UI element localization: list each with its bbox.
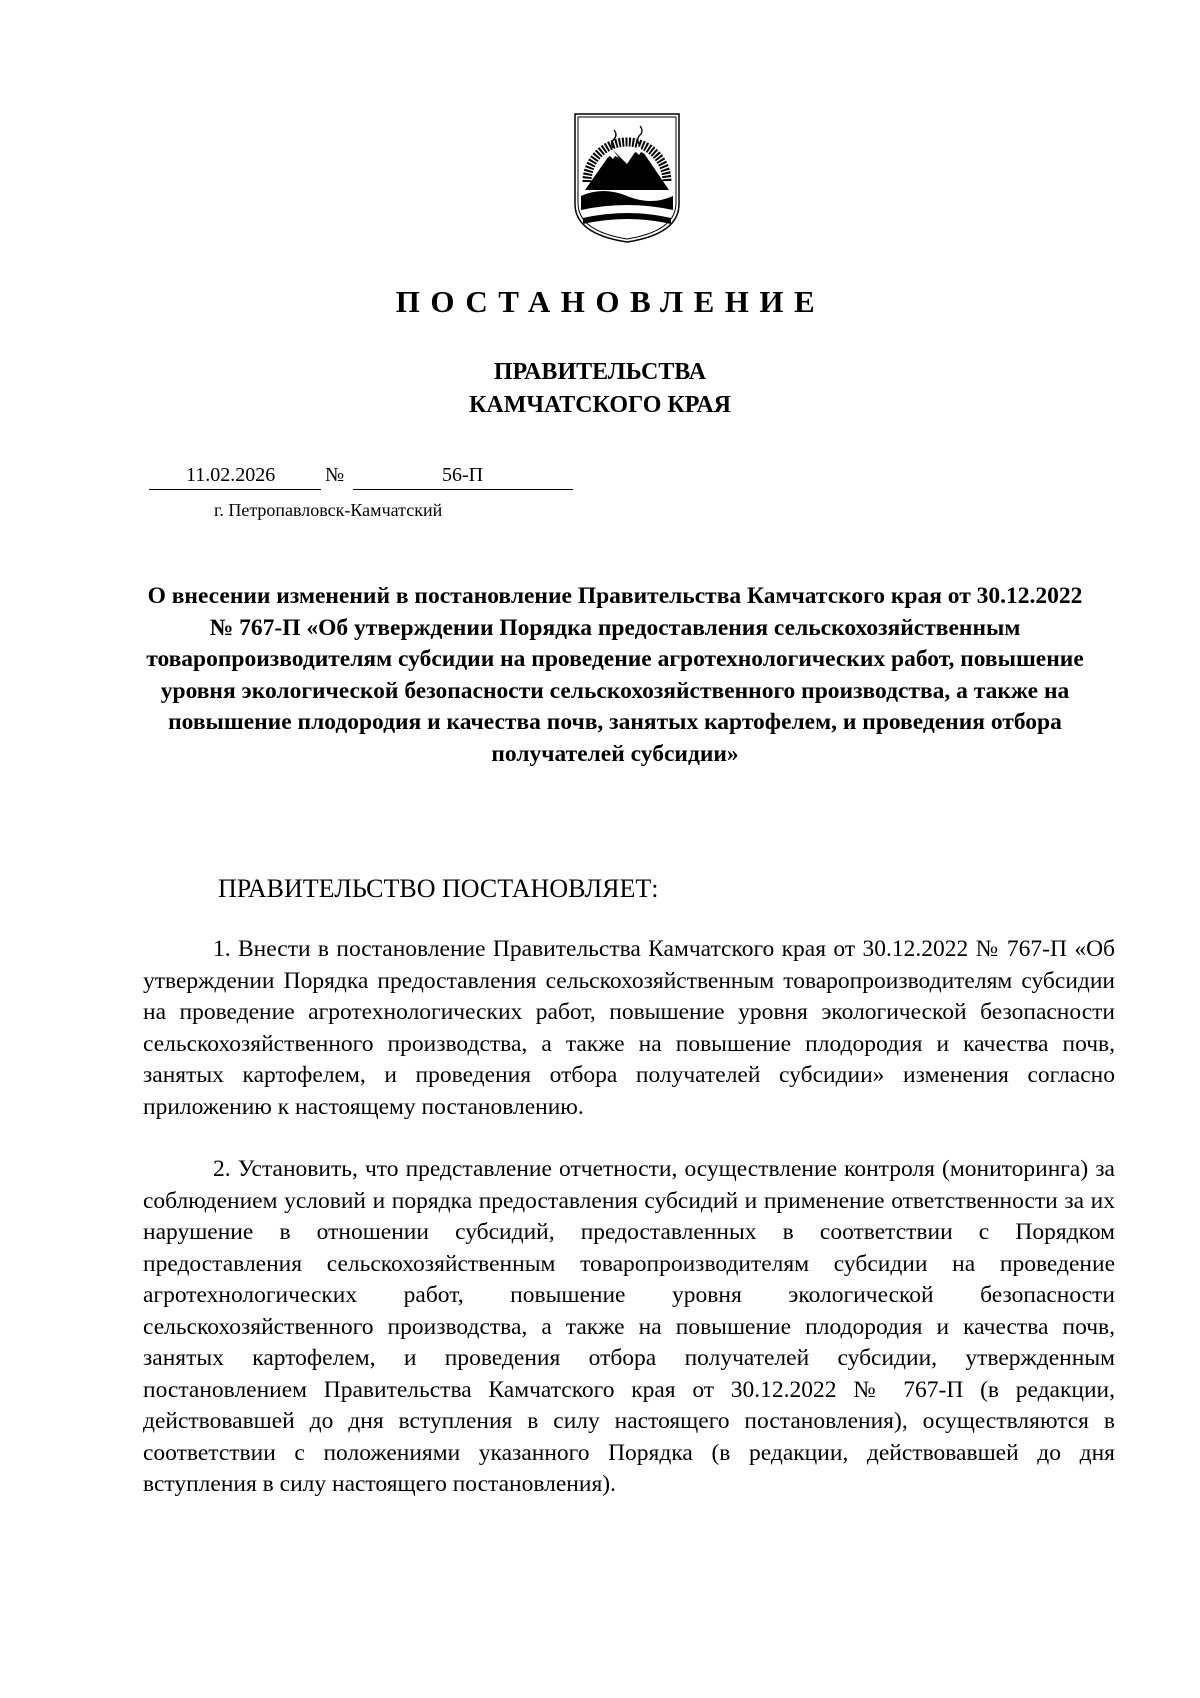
resolves-heading: ПРАВИТЕЛЬСТВО ПОСТАНОВЛЯЕТ:: [218, 874, 659, 903]
date-underline: [149, 489, 321, 490]
document-number: 56-П: [442, 464, 484, 486]
document-subject: О внесении изменений в постановление Правительства Камчатского края от 30.12.2022 № 767-П «Об утверждении Порядка предоставления сельскохозяйственным товаропроизводителям субсидии на проведение агротехнологических работ, повышение уровня экологической безопасности сельскохозяйственного производства, а также на повышение плодородия и качества почв, занятых картофелем, и проведения отбора получателей субсидии»: [146, 583, 1084, 767]
city-of-issue: г. Петропавловск-Камчатский: [214, 500, 443, 520]
paragraph-1: 1. Внести в постановление Правительства Камчатского края от 30.12.2022 № 767-П «Об утверждении Порядка предоставления сельскохозяйственным товаропроизводителям субсидии на проведение агротехнологических работ, повышение уровня экологической безопасности сельскохозяйственного производства, а также на повышение плодородия и качества почв, занятых картофелем, и проведения отбора получателей субсидии» изменения согласно приложению к настоящему постановлению.: [143, 936, 1115, 1120]
paragraph-2: 2. Установить, что представление отчетности, осуществление контроля (мониторинга) за соблюдением условий и порядка предоставления субсидий и применение ответственности за их нарушение в отношении субсидий, предоставленных в соответствии с Порядком предоставления сельскохозяйственным товаропроизводителям субсидии на проведение агротехнологических работ, повышение уровня экологической безопасности сельскохозяйственного производства, а также на повышение плодородия и качества почв, занятых картофелем, и проведения отбора получателей субсидии, утвержденным постановлением Правительства Камчатского края от 30.12.2022 № 767-П (в редакции, действовавшей до дня вступления в силу настоящего постановления), осуществляются в соответствии с положениями указанного Порядка (в редакции, действовавшей до дня вступления в силу настоящего постановления).: [143, 1156, 1115, 1497]
document-date: 11.02.2026: [186, 464, 276, 486]
number-sign: №: [325, 464, 345, 486]
document-type-title: ПОСТАНОВЛЕНИЕ: [395, 284, 826, 319]
issuer-line-2: КАМЧАТСКОГО КРАЯ: [468, 392, 732, 418]
number-underline: [353, 489, 573, 490]
issuer-name: [0, 356, 1200, 422]
coat-of-arms-icon: [573, 112, 681, 244]
issuer-line-1: ПРАВИТЕЛЬСТВА: [493, 359, 707, 385]
registration-line: [149, 464, 573, 492]
